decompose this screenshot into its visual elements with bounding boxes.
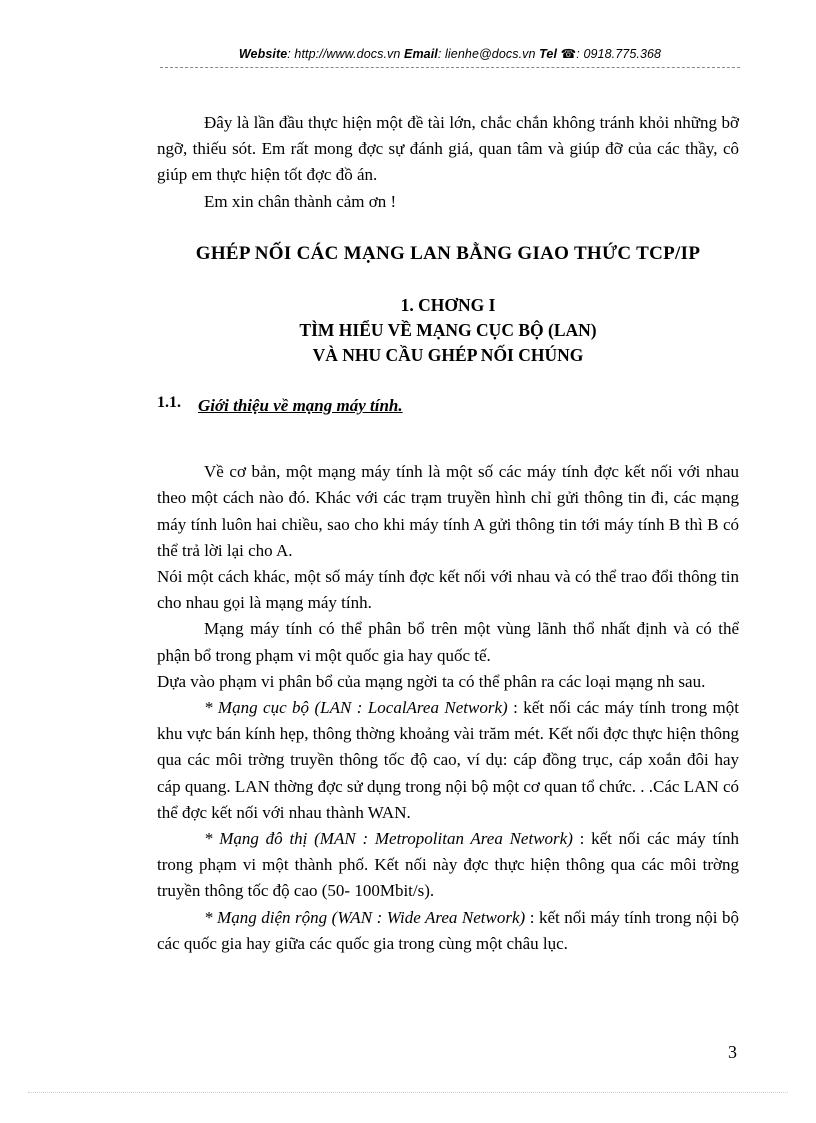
chapter-title-line1: TÌM HIỂU VỀ MẠNG CỤC BỘ (LAN) — [299, 320, 597, 341]
man-text: : kết nối các máy tính trong phạm vi một thành phố. Kết nối này đợc thực hiện thông qua các môi trờng truyền thông tốc độ cao (50- 100Mbit/s). — [157, 829, 739, 901]
lan-label: * Mạng cục bộ (LAN : LocalArea Network) — [204, 698, 508, 718]
body-paragraph-2: Nói một cách khác, một số máy tính đợc kết nối với nhau và có thể trao đổi thông tin cho nhau gọi là mạng máy tính. — [157, 567, 739, 613]
wan-label: * Mạng diện rộng (WAN : Wide Area Network) — [204, 907, 526, 927]
section-heading — [157, 390, 739, 419]
website-value: : http://www.docs.vn — [287, 47, 401, 61]
tel-value: : 0918.775.368 — [576, 47, 662, 61]
man-label: * Mạng đô thị (MAN : Metropolitan Area Network) — [204, 829, 573, 849]
page-header — [160, 46, 740, 61]
intro-paragraph: Đây là lần đầu thực hiện một đề tài lớn, chắc chắn không tránh khỏi những bỡ ngỡ, thiếu sót. Em rất mong đợc sự đánh giá, quan tâm và giúp đỡ của các thầy, cô giúp em thực hiện tốt đợc đồ án. — [157, 113, 739, 185]
page-number: 3 — [728, 1042, 737, 1062]
body-paragraph-4: Dựa vào phạm vi phân bổ của mạng ngời ta có thể phân ra các loại mạng nh sau. — [157, 671, 706, 691]
header-divider — [160, 67, 740, 68]
website-label: Website — [238, 47, 288, 61]
email-label: Email — [404, 47, 438, 61]
tel-label: Tel ☎ — [539, 47, 577, 61]
chapter-title-line2: VÀ NHU CẦU GHÉP NỐI CHÚNG — [312, 345, 584, 366]
section-title: Giới thiệu về mạng máy tính. — [198, 396, 403, 416]
footer-divider — [28, 1092, 788, 1093]
email-value: : lienhe@docs.vn — [437, 47, 536, 61]
chapter-heading — [157, 293, 739, 368]
lan-paragraph — [157, 695, 739, 826]
chapter-number: 1. CHƠNG I — [400, 295, 496, 316]
wan-paragraph — [157, 905, 739, 957]
lan-text: : kết nối các máy tính trong một khu vực bán kính hẹp, thông thờng khoảng vài trăm mét. Kết nối đợc thực hiện thông qua các môi trờng truyền thông tốc độ cao, ví dụ: cáp đồng trục, cáp xoắn đôi hay cáp quang. LAN thờng đợc sử dụng trong nội bộ một cơ quan tổ chức. . .Các LAN có thể đợc kết nối với nhau thành WAN. — [157, 698, 739, 822]
section-number: 1.1. — [157, 394, 181, 412]
man-paragraph — [157, 826, 739, 905]
document-body — [157, 110, 739, 957]
body-paragraph-3: Mạng máy tính có thể phân bổ trên một vùng lãnh thổ nhất định và có thể phận bổ trong phạm vi một quốc gia hay quốc tế. — [157, 619, 739, 665]
main-title: GHÉP NỐI CÁC MẠNG LAN BẰNG GIAO THỨC TCP/IP — [195, 242, 701, 264]
body-paragraph-1: Về cơ bản, một mạng máy tính là một số các máy tính đợc kết nối với nhau theo một cách nào đó. Khác với các trạm truyền hình chỉ gửi thông tin đi, các mạng máy tính luôn hai chiều, sao cho khi máy tính A gửi thông tin tới máy tính B thì B có thể trả lời lại cho A. — [157, 462, 739, 560]
wan-text: : kết nối máy tính trong nội bộ các quốc gia hay giữa các quốc gia trong cùng một châu lục. — [157, 907, 739, 953]
thanks-line: Em xin chân thành cảm ơn ! — [204, 191, 397, 211]
